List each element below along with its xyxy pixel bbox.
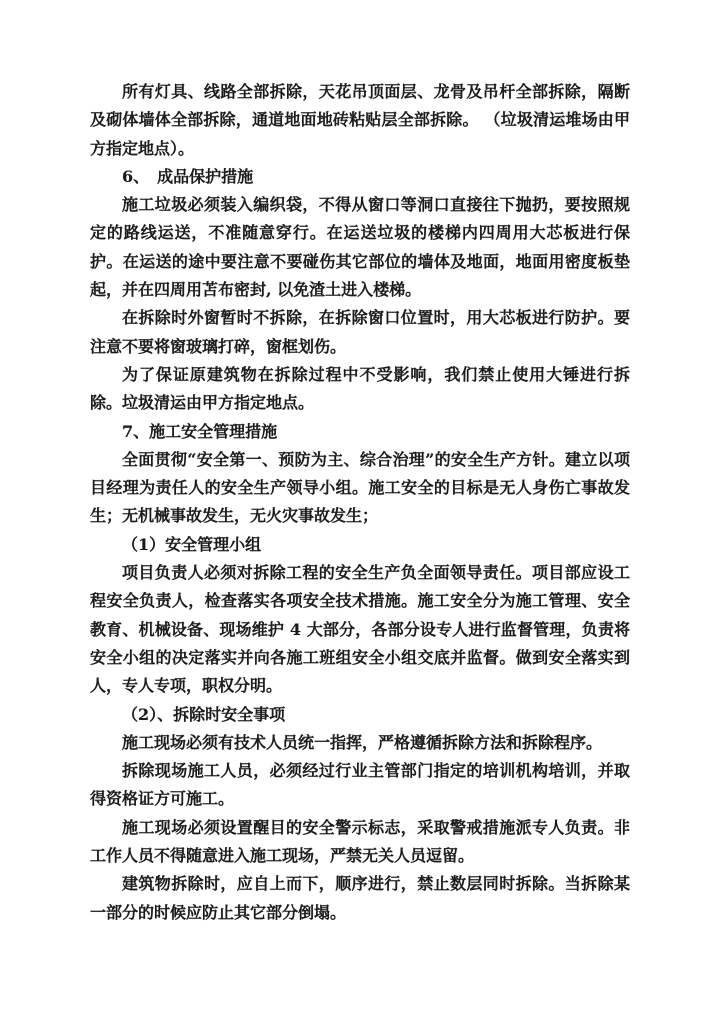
paragraph: 施工现场必须有技术人员统一指挥，严格遵循拆除方法和拆除程序。 (122, 732, 603, 752)
paragraph: 项目负责人必须对拆除工程的安全生产负全面领导责任。项目部应设工程安全负责人，检查落实各项安全技术措施。施工安全分为施工管理、安全教育、机械设备、现场维护 4 大部分，各部分设专人进行监督管理，负责将安全小组的决定落实并向各施工班组安全小组交底并监督。做到安全落实到人，专人专项，职权分明。 (90, 563, 630, 696)
section-heading: （2）、拆除时安全事项 (122, 704, 286, 724)
paragraph: 施工现场必须设置醒目的安全警示标志，采取警戒措施派专人负责。非工作人员不得随意进入施工现场，严禁无关人员逗留。 (90, 817, 630, 866)
paragraph: 拆除现场施工人员，必须经过行业主管部门指定的培训机构培训，并取得资格证方可施工。 (90, 761, 630, 809)
paragraph: 为了保证原建筑物在拆除过程中不受影响，我们禁止使用大锤进行拆除。垃圾清运由甲方指定地点。 (90, 364, 630, 413)
section-heading: 7、施工安全管理措施 (122, 421, 278, 441)
section-heading: （1）安全管理小组 (122, 534, 262, 554)
paragraph: 全面贯彻“安全第一、预防为主、综合治理”的安全生产方针。建立以项目经理为责任人的安全生产领导小组。施工安全的目标是无人身伤亡事故发生；无机械事故发生，无火灾事故发生； (90, 449, 630, 526)
paragraph: 建筑物拆除时，应自上而下，顺序进行，禁止数层同时拆除。当拆除某一部分的时候应防止其它部分倒塌。 (90, 874, 630, 922)
paragraph: 所有灯具、线路全部拆除，天花吊顶面层、龙骨及吊杆全部拆除，隔断及砌体墙体全部拆除，通道地面地砖粘贴层全部拆除。 （垃圾清运堆场由甲方指定地点）。 (90, 82, 630, 158)
document-body (90, 78, 630, 927)
paragraph: 在拆除时外窗暂时不拆除，在拆除窗口位置时，用大芯板进行防护。要注意不要将窗玻璃打碎，窗框划伤。 (90, 308, 630, 356)
paragraph: 施工垃圾必须装入编织袋，不得从窗口等洞口直接往下抛扔，要按照规定的路线运送，不准随意穿行。在运送垃圾的楼梯内四周用大芯板进行保护。在运送的途中要注意不要碰伤其它部位的墙体及地面，地面用密度板垫起，并在四周用苫布密封, 以免渣土进入楼梯。 (90, 195, 630, 300)
section-heading: 6、 成品保护措施 (122, 166, 254, 186)
